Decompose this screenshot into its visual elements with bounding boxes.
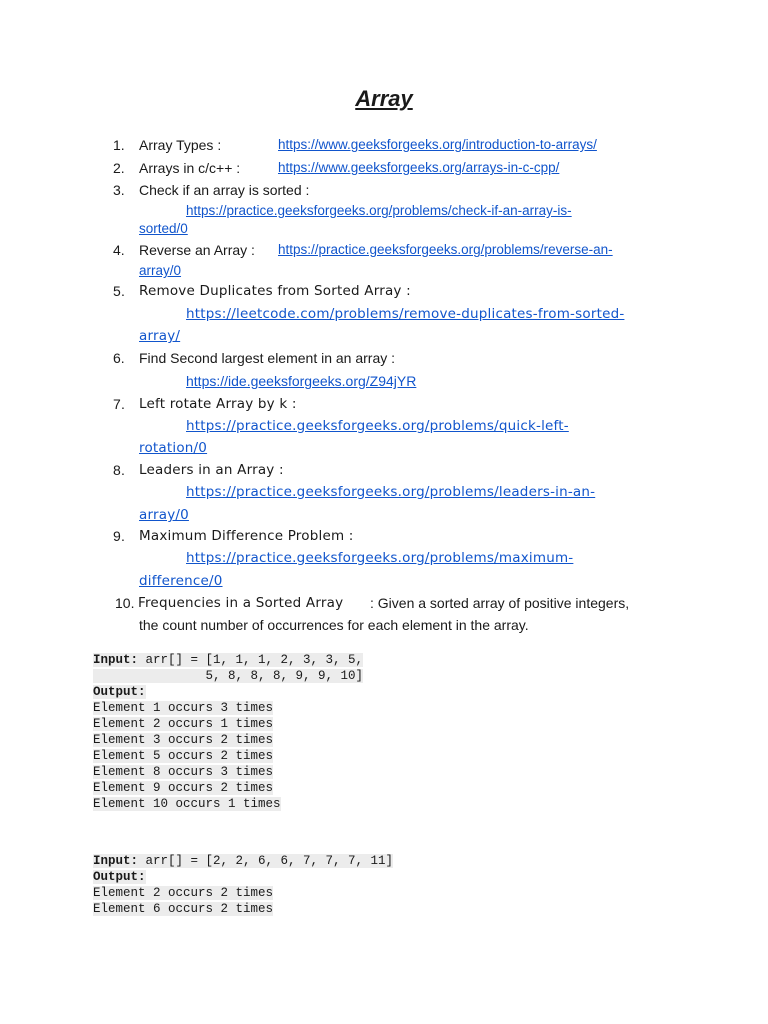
- item-number: 5.: [113, 283, 126, 299]
- item-label: Left rotate Array by k :: [139, 396, 297, 412]
- item-link-line: [186, 483, 595, 501]
- item-label: Leaders in an Array :: [139, 462, 284, 478]
- code-output-line: Element 8 occurs 3 times: [93, 765, 274, 779]
- item-link-line: [186, 305, 624, 323]
- item-link[interactable]: https://practice.geeksforgeeks.org/problems/reverse-an-: [278, 242, 613, 257]
- item-link-line: [139, 327, 180, 345]
- page-title: Array: [355, 86, 413, 111]
- item-label: Array Types :: [139, 137, 222, 153]
- item-link[interactable]: array/0: [139, 507, 189, 523]
- item-number: 3.: [113, 182, 125, 198]
- item-description-line: [139, 616, 529, 634]
- item-label: Arrays in c/c++ :: [139, 160, 241, 176]
- code-output-line: Element 1 occurs 3 times: [93, 701, 274, 715]
- item-link-line: [186, 417, 569, 435]
- item-description: the count number of occurrences for each element in the array.: [139, 617, 529, 633]
- code-input-value: arr[] = [2, 2, 6, 6, 7, 7, 7, 11]: [138, 854, 394, 868]
- code-block-example-2: [93, 853, 393, 933]
- item-link-line: [139, 572, 223, 590]
- item-link[interactable]: https://practice.geeksforgeeks.org/problems/leaders-in-an-: [186, 484, 596, 500]
- item-number: 4.: [113, 242, 125, 258]
- item-label: Reverse an Array :: [139, 242, 255, 258]
- code-line-input: [93, 653, 363, 667]
- item-link[interactable]: https://practice.geeksforgeeks.org/problems/check-if-an-array-is-: [186, 203, 572, 218]
- code-output-line: Element 2 occurs 2 times: [93, 886, 274, 900]
- code-output-line: Element 2 occurs 1 times: [93, 717, 274, 731]
- item-link[interactable]: array/: [139, 328, 181, 344]
- code-output-line: Element 6 occurs 2 times: [93, 902, 274, 916]
- item-label: Check if an array is sorted :: [139, 182, 310, 198]
- item-number: 1.: [113, 137, 125, 153]
- code-block-example-1: [93, 652, 363, 828]
- item-label: Find Second largest element in an array :: [139, 350, 396, 366]
- item-number: 8.: [113, 462, 126, 478]
- item-link[interactable]: array/0: [139, 263, 182, 278]
- code-line-output-label: [93, 685, 146, 699]
- item-link-line: [139, 439, 207, 457]
- item-link[interactable]: https://leetcode.com/problems/remove-duplicates-from-sorted-: [186, 306, 625, 322]
- item-link[interactable]: sorted/0: [139, 221, 188, 236]
- code-line-input: [93, 854, 393, 868]
- code-line-output-label: [93, 870, 146, 884]
- item-number: 7.: [113, 396, 126, 412]
- item-number: 6.: [113, 350, 125, 366]
- code-output-line: Element 5 occurs 2 times: [93, 749, 274, 763]
- item-number: 2.: [113, 160, 125, 176]
- code-input-value: arr[] = [1, 1, 1, 2, 3, 3, 5,: [138, 653, 364, 667]
- item-link-line: [186, 549, 573, 567]
- item-link-line: [186, 201, 572, 220]
- item-link-line: [139, 219, 188, 238]
- code-output-line: Element 10 occurs 1 times: [93, 797, 281, 811]
- item-link[interactable]: https://www.geeksforgeeks.org/arrays-in-c-cpp/: [278, 160, 560, 175]
- item-link[interactable]: https://www.geeksforgeeks.org/introduction-to-arrays/: [278, 137, 597, 152]
- item-label: Remove Duplicates from Sorted Array :: [139, 283, 411, 299]
- code-input-label: Input:: [93, 854, 139, 868]
- code-output-label: Output:: [93, 870, 146, 884]
- code-line-input-cont: 5, 8, 8, 8, 9, 9, 10]: [93, 669, 364, 683]
- code-output-line: Element 9 occurs 2 times: [93, 781, 274, 795]
- item-link[interactable]: difference/0: [139, 573, 223, 589]
- item-label: Frequencies in a Sorted Array: [138, 595, 344, 611]
- item-link[interactable]: rotation/0: [139, 440, 208, 456]
- code-input-label: Input:: [93, 653, 139, 667]
- item-label: Maximum Difference Problem :: [139, 528, 354, 544]
- item-link-line: [186, 372, 416, 390]
- item-description: : Given a sorted array of positive integers,: [370, 595, 630, 611]
- item-link[interactable]: https://ide.geeksforgeeks.org/Z94jYR: [186, 373, 417, 389]
- item-link-line: [139, 261, 181, 280]
- item-link[interactable]: https://practice.geeksforgeeks.org/problems/maximum-: [186, 550, 574, 566]
- item-number: 9.: [113, 528, 126, 544]
- item-link[interactable]: https://practice.geeksforgeeks.org/problems/quick-left-: [186, 418, 569, 434]
- item-link-line: [139, 506, 189, 524]
- item-number: 10.: [115, 595, 135, 611]
- code-output-label: Output:: [93, 685, 146, 699]
- code-output-line: Element 3 occurs 2 times: [93, 733, 274, 747]
